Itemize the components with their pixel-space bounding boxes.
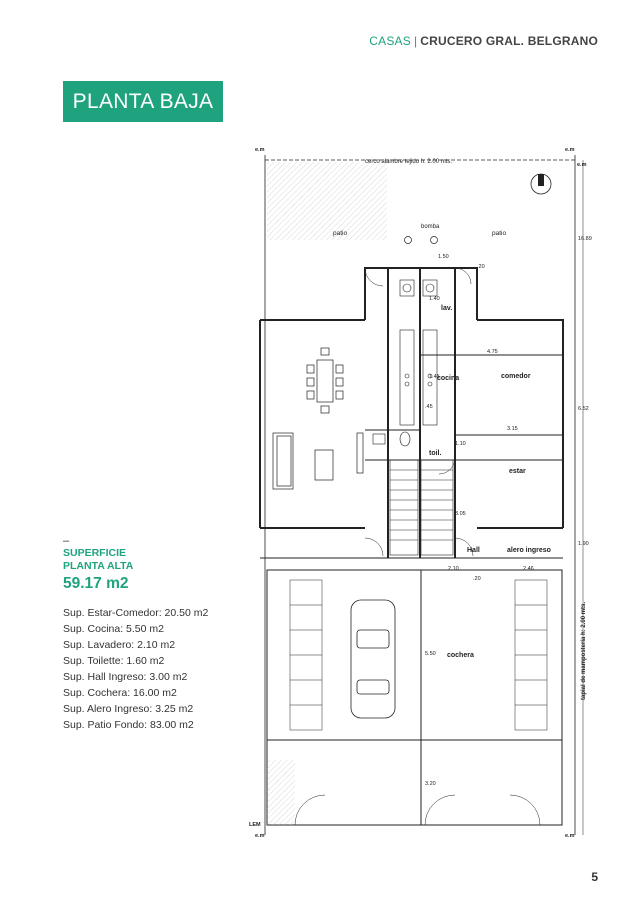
dim-15: 16.89 bbox=[578, 236, 592, 242]
dim-5: 1.45 bbox=[429, 374, 440, 380]
dim-2: .20 bbox=[477, 264, 485, 270]
axis-mark-bottom-left: e.m bbox=[255, 833, 265, 839]
staircase bbox=[390, 460, 453, 555]
axis-mark-top-right: e.m bbox=[565, 147, 575, 153]
page-header bbox=[369, 34, 598, 48]
room-comedor: comedor bbox=[501, 373, 531, 380]
gate-swing bbox=[425, 795, 455, 825]
pump-symbol-icon bbox=[431, 237, 438, 244]
wall-note: tapial de mampostería h: 2.00 mts. bbox=[581, 601, 587, 700]
dim-16: 6.52 bbox=[578, 406, 589, 412]
room-lav: lav. bbox=[441, 305, 453, 312]
header-section: CASAS bbox=[369, 34, 411, 48]
list-item: Sup. Estar-Comedor: 20.50 m2 bbox=[63, 607, 209, 619]
room-toil: toil. bbox=[429, 450, 442, 457]
dim-13: 5.50 bbox=[425, 651, 436, 657]
floor-plan bbox=[245, 140, 600, 845]
surface-summary bbox=[63, 535, 253, 733]
dim-8: 3.15 bbox=[507, 426, 518, 432]
list-item: Sup. Hall Ingreso: 3.00 m2 bbox=[63, 671, 188, 683]
north-arrow-icon bbox=[531, 174, 551, 194]
sofa-icon bbox=[273, 433, 363, 489]
list-item: Sup. Toilette: 1.60 m2 bbox=[63, 655, 165, 667]
axis-mark-top-right2: e.m bbox=[577, 162, 587, 168]
list-item: Sup. Alero Ingreso: 3.25 m2 bbox=[63, 703, 194, 715]
garage-planters bbox=[290, 580, 547, 730]
room-hall: Hall bbox=[467, 547, 480, 554]
room-alero: alero ingreso bbox=[507, 547, 551, 554]
dim-9: 3.05 bbox=[455, 511, 466, 517]
gate-swing bbox=[510, 795, 540, 825]
header-project: CRUCERO GRAL. BELGRANO bbox=[420, 34, 598, 48]
room-estar: estar bbox=[509, 468, 526, 475]
dim-12: .20 bbox=[473, 576, 481, 582]
header-separator: | bbox=[413, 34, 418, 48]
page-number: 5 bbox=[591, 870, 598, 884]
dim-1: 1.50 bbox=[438, 254, 449, 260]
axis-mark-bottom-right: e.m bbox=[565, 833, 575, 839]
door-swing bbox=[455, 268, 471, 284]
patio-hatch bbox=[267, 162, 387, 240]
dim-10: 2.10 bbox=[448, 566, 459, 572]
dining-table-icon bbox=[307, 348, 343, 413]
dim-7: 1.10 bbox=[455, 441, 466, 447]
list-item: Sup. Cocina: 5.50 m2 bbox=[63, 623, 164, 635]
door-swing bbox=[365, 268, 383, 286]
summary-dash: – bbox=[63, 535, 70, 547]
list-item: Sup. Patio Fondo: 83.00 m2 bbox=[63, 719, 194, 731]
room-bomba: bomba bbox=[421, 224, 440, 230]
room-cochera: cochera bbox=[447, 652, 474, 659]
floor-plan-drawing bbox=[245, 140, 600, 845]
list-item: Sup. Cochera: 16.00 m2 bbox=[63, 687, 177, 699]
axis-mark-top-left: e.m bbox=[255, 147, 265, 153]
pump-symbol-icon bbox=[405, 237, 412, 244]
car-icon bbox=[351, 600, 395, 718]
fence-note: cerco alambre tejido h: 2.00 mts. bbox=[365, 159, 453, 165]
room-patio-left: patio bbox=[333, 230, 348, 237]
summary-total: 59.17 m2 bbox=[63, 575, 129, 592]
dim-14: 3.20 bbox=[425, 781, 436, 787]
lem-mark: LEM bbox=[249, 822, 261, 828]
dim-6: .45 bbox=[425, 404, 433, 410]
surface-list bbox=[63, 605, 253, 733]
dim-11: 2.46 bbox=[523, 566, 534, 572]
dim-17: 1.90 bbox=[578, 541, 589, 547]
dim-4: 4.75 bbox=[487, 349, 498, 355]
list-item: Sup. Lavadero: 2.10 m2 bbox=[63, 639, 176, 651]
room-patio-right: patio bbox=[492, 230, 507, 237]
room-cocina: cocina bbox=[437, 375, 460, 382]
section-banner: PLANTA BAJA bbox=[63, 81, 223, 122]
garage-structure bbox=[267, 570, 562, 825]
door-swing bbox=[365, 538, 383, 556]
toilet-icon bbox=[373, 432, 410, 446]
summary-label-line1: SUPERFICIE bbox=[63, 547, 127, 559]
dim-3: 1.40 bbox=[429, 296, 440, 302]
gate-swing bbox=[295, 795, 325, 825]
front-hatch bbox=[267, 760, 295, 825]
house-walls bbox=[260, 268, 563, 558]
summary-label-line2: PLANTA ALTA bbox=[63, 560, 134, 572]
